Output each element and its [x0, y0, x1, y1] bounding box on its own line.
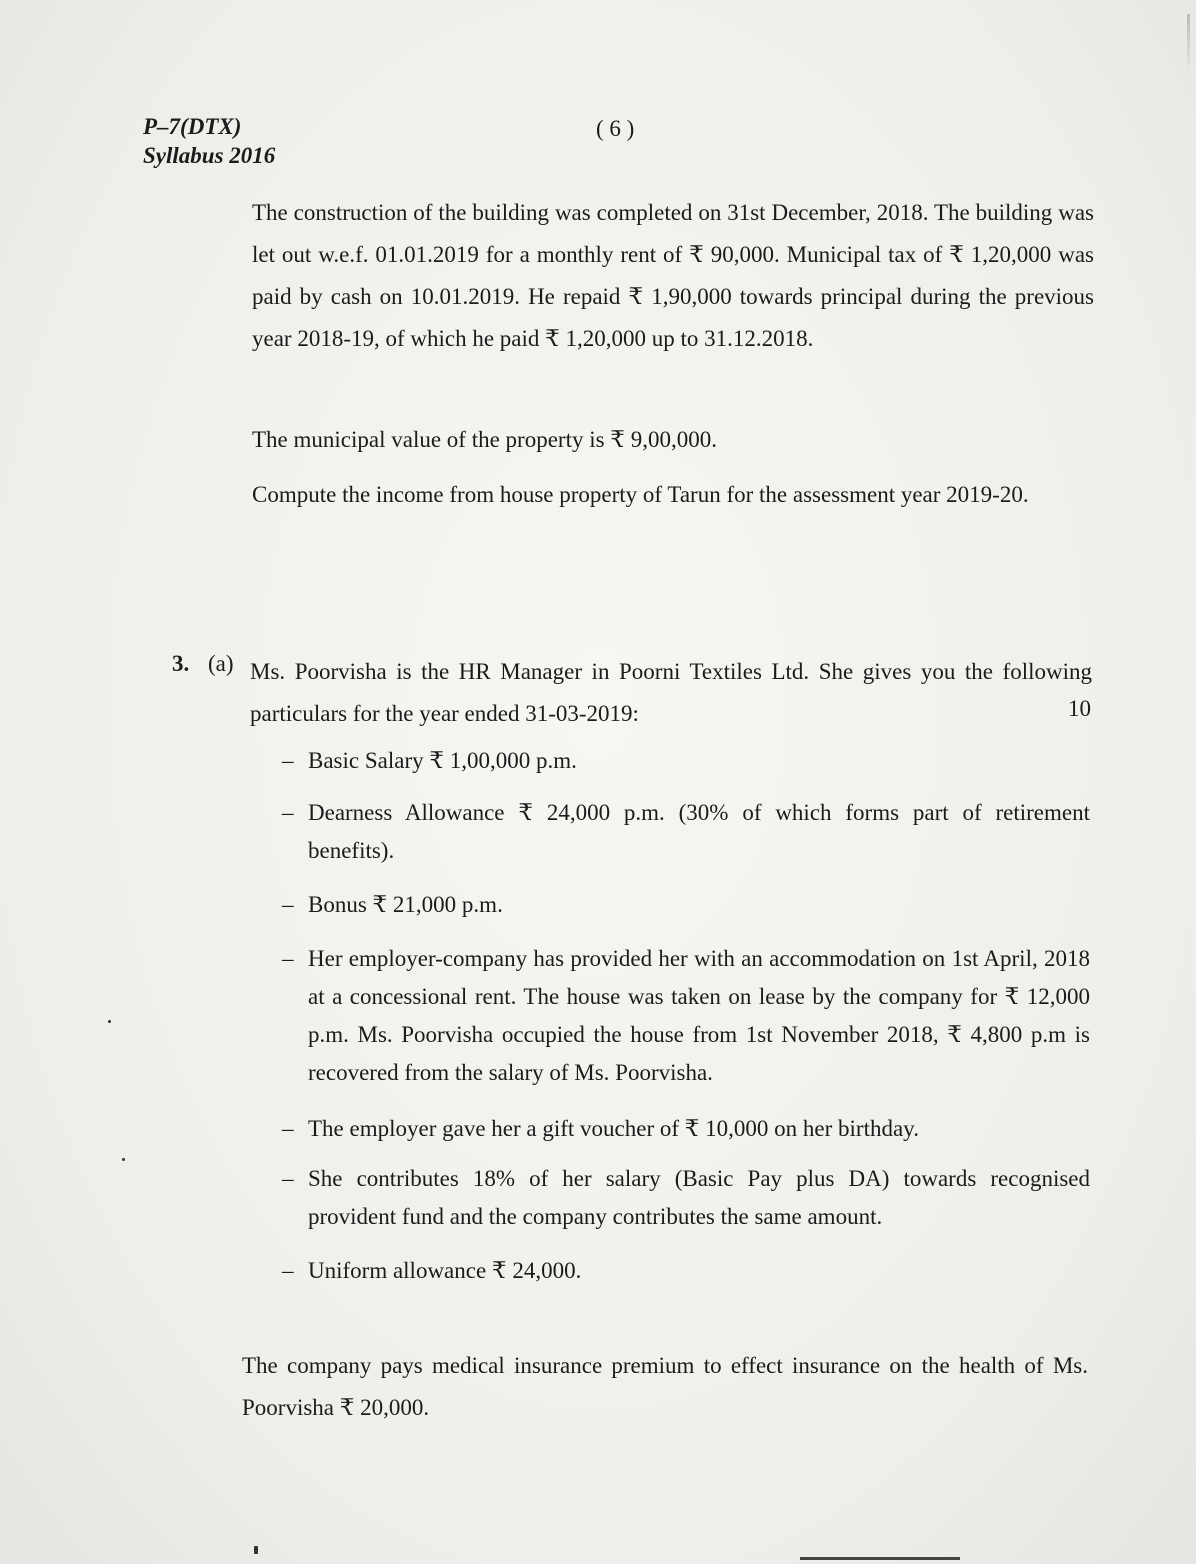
- paper-code: P–7(DTX): [143, 114, 242, 139]
- scan-bottom-line: [800, 1557, 960, 1560]
- scan-edge-mark: [1187, 14, 1190, 74]
- scan-speck: [122, 1158, 125, 1161]
- syllabus-label: Syllabus 2016: [143, 143, 276, 168]
- scan-speck: [108, 1020, 111, 1023]
- list-item-bonus: – Bonus ₹ 21,000 p.m.: [282, 886, 1090, 924]
- question-sub-label: (a): [208, 651, 234, 676]
- question-number: 3.: [172, 651, 190, 676]
- header-left: [143, 112, 275, 170]
- paragraph-compute-instruction: Compute the income from house property of Tarun for the assessment year 2019-20.: [252, 482, 1029, 507]
- question-marks: 10: [1068, 696, 1091, 721]
- page-number: ( 6 ): [596, 116, 635, 141]
- list-item-basic-salary: – Basic Salary ₹ 1,00,000 p.m.: [282, 742, 1090, 780]
- paragraph-construction: The construction of the building was completed on 31st December, 2018. The building was let out w.e.f. 01.01.2019 for a monthly rent of ₹ 90,000. Municipal tax of ₹ 1,20,000 was paid by cash on 10.01.2019. He repaid ₹ 1,90,000 towards principal during the previous year 2018-19, of which he paid ₹ 1,20,000 up to 31.12.2018.: [252, 200, 1094, 351]
- list-item-dearness-allowance: – Dearness Allowance ₹ 24,000 p.m. (30% of which forms part of retirement benefits).: [282, 794, 1090, 870]
- list-item-gift-voucher: – The employer gave her a gift voucher of ₹ 10,000 on her birthday.: [282, 1110, 1090, 1148]
- scan-speck: [254, 1546, 258, 1554]
- paragraph-medical-insurance: The company pays medical insurance premium to effect insurance on the health of Ms. Poorvisha ₹ 20,000.: [242, 1353, 1088, 1420]
- paragraph-municipal-value: The municipal value of the property is ₹ 9,00,000.: [252, 427, 717, 452]
- list-item-accommodation: – Her employer-company has provided her with an accommodation on 1st April, 2018 at a concessional rent. The house was taken on lease by the company for ₹ 12,000 p.m. Ms. Poorvisha occupied the house from 1st November 2018, ₹ 4,800 p.m is recovered from the salary of Ms. Poorvisha.: [282, 940, 1090, 1092]
- question-intro: Ms. Poorvisha is the HR Manager in Poorni Textiles Ltd. She gives you the following particulars for the year ended 31-03-2019:: [250, 659, 1092, 726]
- particulars-list: [282, 742, 1090, 1290]
- list-item-uniform-allowance: – Uniform allowance ₹ 24,000.: [282, 1252, 1090, 1290]
- list-item-provident-fund: – She contributes 18% of her salary (Basic Pay plus DA) towards recognised provident fund and the company contributes the same amount.: [282, 1160, 1090, 1236]
